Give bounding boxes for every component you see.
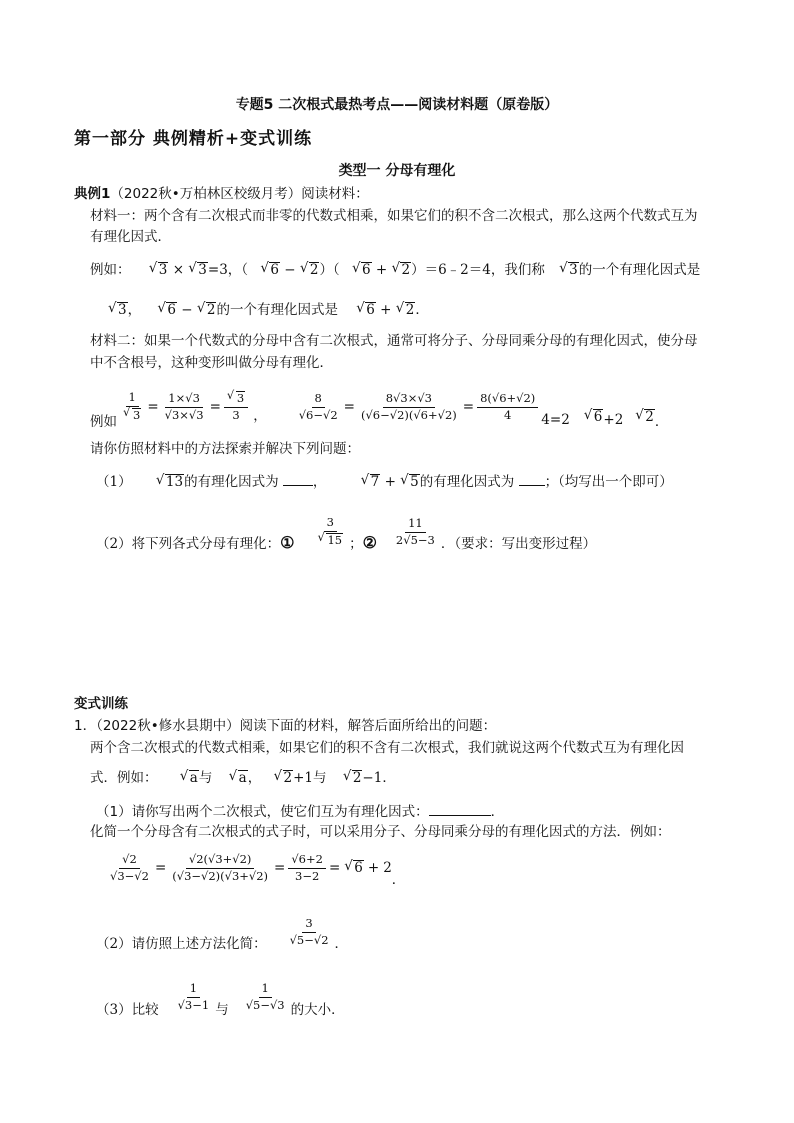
minus: − (181, 302, 193, 318)
eg2-text: 4=2 (541, 412, 570, 428)
variation-example: $\frac{√2}{√3-√2}$ = $\frac{√2(√3+√2)}{(√3-√2)(√3+√2)}$ = $\frac{√6+2}{3-2}$ = √ 6 + 2 ． (104, 848, 405, 888)
answer-blank[interactable] (283, 485, 313, 486)
sqrt-a: √ a (229, 770, 248, 787)
eg-text: ）＝6﹣2＝4，我们称 (411, 262, 545, 278)
sqrt2: √ 2 (391, 262, 411, 279)
eg-text: 的一个有理化因式是 (216, 302, 338, 318)
v-text: 与 (215, 1002, 229, 1018)
q-number: （2）将下列各式分母有理化： (96, 536, 281, 552)
rationalize-example: 例如 1 √ 3 = $\frac{1\times√3}{√3\times√3}$ = √ $\frac{3}{3}$ ， $\frac{8}{√6-√2}$ = $\frac{8√3\times√3}{(√6-√2)(√6+√2)}$ = $\frac{8(√6+√2)}{4}$ 4=2 √ 6 +2 √ 2 ． (90, 384, 668, 430)
plus: + (380, 302, 392, 318)
frac-v3: $\frac{√6+2}{3-2}$ (288, 853, 326, 884)
sqrt3: √ 3 (149, 262, 169, 279)
sqrt2: √ 2 (274, 770, 294, 787)
eg2-text: ． (654, 414, 669, 430)
frac-8: $\frac{8}{√6-√2}$ (298, 390, 338, 422)
frac-v2: $\frac{√2(√3+√2)}{(√3-√2)(√3+√2)}$ (172, 851, 269, 883)
circle-2: ② (362, 532, 377, 552)
eg-text: 的一个有理化因式是 (578, 262, 701, 278)
sqrt6: √ 6 (260, 262, 280, 279)
two: 2 (383, 860, 392, 876)
sqrt6: √ 6 (356, 302, 376, 319)
sqrt13: √ 13 (156, 474, 184, 491)
v-q3-text: （3）比较 (96, 1002, 159, 1018)
circle-1: ① (280, 532, 295, 552)
sqrt3: √ 3 (188, 262, 208, 279)
sqrt3: √ 3 (108, 302, 128, 319)
section-heading: 类型一 分母有理化 (338, 163, 456, 179)
frac-8-step: $\frac{8√3\times√3}{(√6-√2)(√6+√2)}$ (360, 390, 457, 422)
frac-3-over-sqrt15: 3 √ 15 (314, 516, 346, 548)
v-text: 式．例如： (90, 770, 158, 786)
q1-text: 的有理化因式为 (184, 474, 279, 490)
part-heading: 第一部分 典例精析+变式训练 (74, 129, 313, 149)
eg-text: ）（ (319, 262, 340, 278)
material2-line2: 中不含根号，这种变形叫做分母有理化． (90, 355, 333, 371)
v-text: ． (382, 770, 396, 786)
plus: + (375, 262, 388, 278)
sqrt7: √ 7 (361, 474, 381, 491)
sqrt6: √ 6 (584, 409, 604, 426)
sqrt-a: √ a (180, 770, 199, 787)
eg2-label: 例如 (90, 414, 117, 430)
variation-text1: 两个含二次根式的代数式相乘，如果它们的积不含有二次根式，我们就说这两个代数式互为有理化因 (90, 740, 684, 756)
prompt-text: 请你仿照材料中的方法探索并解决下列问题： (90, 441, 360, 457)
q1-text: 的有理化因式为 (419, 474, 515, 490)
equals: = (462, 399, 475, 415)
example-line1 (90, 258, 700, 279)
eg2-text: +2 (603, 412, 624, 428)
item-number: 1． (74, 718, 97, 734)
v-text: ． (334, 936, 349, 952)
example1-source: （2022秋•万柏林区校级月考）阅读材料： (110, 186, 369, 202)
times: × (172, 262, 184, 278)
sqrt3: √ 3 (559, 262, 579, 279)
answer-blank[interactable] (519, 485, 545, 486)
material1-line2: 有理化因式． (90, 229, 171, 245)
q1-text: ；（均写出一个即可） (544, 474, 673, 490)
example1-label: 典例1 (74, 186, 111, 202)
question1: （1） √ 13的有理化因式为 ， √ 7 + √ 5的有理化因式为 ；（均写出一个即可） (96, 470, 673, 491)
frac-v1: $\frac{√2}{√3-√2}$ (110, 851, 149, 883)
variation-q2 (96, 912, 348, 952)
v-q2-text: （2）请仿照上述方法化简： (96, 936, 267, 952)
variation-text2: 式．例如： √ a与 √ a， √ 2+1与 √ 2−1． (90, 766, 396, 787)
answer-blank[interactable] (429, 815, 491, 816)
sqrt2: √ 2 (300, 262, 320, 279)
material2-line1: 材料二：如果一个代数式的分母中含有二次根式，通常可将分子、分母同乘分母的有理化因式，使分母 (90, 333, 698, 349)
variation1-source: （2022秋•修水县期中）阅读下面的材料，解答后面所给出的问题： (96, 718, 497, 734)
plus: + (384, 474, 396, 490)
example-line2 (108, 298, 429, 319)
variation-q1 (96, 800, 504, 820)
v-q1-text: （1）请你写出两个二次根式，使它们互为有理化因式： (96, 804, 429, 820)
frac-step: $\frac{1\times√3}{√3\times√3}$ (164, 390, 204, 422)
eg-text: ． (415, 302, 429, 318)
variation-q3 (96, 976, 345, 1018)
sqrt6: √ 6 (344, 860, 364, 877)
sqrt2: √ 2 (197, 302, 217, 319)
frac-q2: $\frac{3}{√5-√2}$ (289, 915, 329, 947)
frac-q3b: $\frac{1}{√5-√3}$ (245, 980, 285, 1012)
page-title: 专题5 二次根式最热考点——阅读材料题（原卷版） (235, 97, 559, 113)
eg-label: 例如： (90, 262, 131, 278)
sqrt2: √ 2 (635, 409, 655, 426)
frac-11: $\frac{11}{2√5-3}$ (395, 515, 435, 547)
variation-text3: 化简一个分母含有二次根式的式子时，可以采用分子、分母同乘分母的有理化因式的方法．例如： (90, 824, 671, 840)
v-text: ． (490, 804, 505, 820)
sqrt6: √ 6 (352, 262, 372, 279)
eg-text: =3，（ (207, 262, 249, 278)
equals: = (328, 860, 341, 876)
equals: = (154, 860, 167, 876)
eg-text: ， (127, 302, 142, 318)
plus: + (367, 860, 380, 876)
v-text: 与 (198, 770, 213, 786)
equals: = (209, 399, 221, 415)
material1-line1: 材料一：两个含有二次根式而非零的代数式相乘，如果它们的积不含二次根式，那么这两个代数式互为 (90, 208, 698, 224)
question2: （2）将下列各式分母有理化： ① 3 √ 15 ； ② $\frac{11}{2√5-3}$ ．（要求：写出变形过程） (96, 512, 596, 552)
equals: = (343, 399, 355, 415)
minus: − (284, 262, 296, 278)
frac-q3a: $\frac{1}{√3-1}$ (177, 980, 210, 1012)
frac-8-result: $\frac{8(√6+√2)}{4}$ (477, 392, 538, 423)
q-number: （1） (96, 474, 132, 490)
variation1-header (74, 714, 496, 734)
sqrt2: √ 2 (396, 302, 416, 319)
q2-requirement: ．（要求：写出变形过程） (440, 536, 597, 552)
sqrt6: √ 6 (157, 302, 177, 319)
equals: = (147, 399, 159, 415)
equals: = (274, 860, 286, 876)
sqrt2: √ 2 (343, 770, 363, 787)
v-text: ， (247, 770, 262, 786)
example1-header (74, 182, 369, 202)
variation-heading: 变式训练 (74, 696, 128, 712)
v-text: 的大小． (290, 1002, 345, 1018)
frac-result: √ $\frac{3}{3}$ (224, 391, 248, 423)
frac-1-over-sqrt3: 1 √ 3 (120, 391, 144, 423)
sqrt5: √ 5 (400, 474, 420, 491)
v-text: 与 (313, 770, 327, 786)
